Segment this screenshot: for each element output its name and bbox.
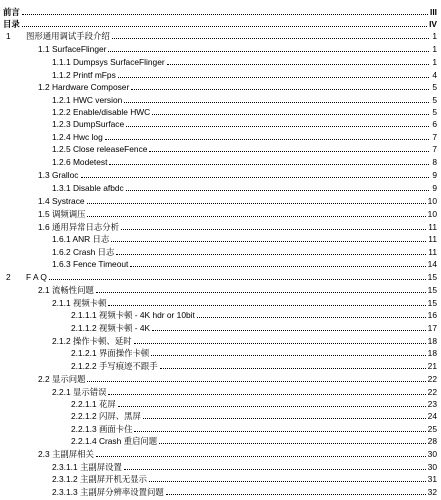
toc-page-number: 6 bbox=[432, 119, 437, 129]
toc-page-number: 7 bbox=[432, 132, 437, 142]
toc-dot-leader bbox=[96, 292, 426, 293]
toc-entry[interactable] bbox=[0, 485, 441, 497]
toc-entry-title: 2.2.1.1 花屏 bbox=[71, 399, 116, 409]
toc-entry[interactable] bbox=[0, 270, 441, 282]
toc-entry-title: 2.2.1.3 画面卡住 bbox=[71, 424, 133, 434]
toc-page-number: 11 bbox=[428, 247, 437, 257]
toc-entry[interactable] bbox=[0, 5, 441, 17]
toc-page-number: 4 bbox=[432, 70, 437, 80]
toc-page-number: 10 bbox=[427, 209, 437, 219]
toc-entry-title: 1.2.3 DumpSurface bbox=[52, 119, 125, 129]
toc-dot-leader bbox=[22, 14, 428, 15]
toc-entry-title: 1.2.4 Hwc log bbox=[52, 132, 103, 142]
toc-entry[interactable] bbox=[0, 359, 441, 371]
toc-entry-title: 2.1.2.1 界面操作卡顿 bbox=[71, 348, 150, 358]
toc-entry[interactable] bbox=[0, 397, 441, 409]
toc-dot-leader bbox=[87, 381, 425, 382]
toc-dot-leader bbox=[143, 418, 426, 419]
toc-dot-leader bbox=[134, 431, 425, 432]
toc-entry[interactable] bbox=[0, 117, 441, 129]
toc-dot-leader bbox=[160, 368, 426, 369]
toc-chapter-number: 1 bbox=[6, 31, 11, 41]
toc-entry[interactable] bbox=[0, 385, 441, 397]
toc-page-number: 14 bbox=[427, 259, 437, 269]
toc-page-number: 21 bbox=[427, 361, 437, 371]
toc-dot-leader bbox=[108, 305, 425, 306]
toc-page-number: IV bbox=[429, 19, 437, 29]
toc-dot-leader bbox=[166, 494, 426, 495]
toc-dot-leader bbox=[124, 469, 426, 470]
toc-dot-leader bbox=[22, 26, 427, 27]
toc-dot-leader bbox=[87, 203, 426, 204]
toc-entry[interactable] bbox=[0, 207, 441, 219]
toc-entry[interactable] bbox=[0, 409, 441, 421]
toc-entry[interactable] bbox=[0, 283, 441, 295]
toc-dot-leader bbox=[124, 102, 429, 103]
toc-entry[interactable] bbox=[0, 105, 441, 117]
toc-entry-title: 图形通用调试手段介绍 bbox=[26, 31, 110, 41]
toc-dot-leader bbox=[81, 177, 430, 178]
toc-dot-leader bbox=[134, 343, 426, 344]
toc-page-number: 31 bbox=[427, 474, 437, 484]
toc-entry[interactable] bbox=[0, 346, 441, 358]
toc-entry-title: 2.3 主副屏相关 bbox=[38, 449, 94, 459]
toc-page-number: 5 bbox=[432, 95, 437, 105]
toc-entry-title: 2.1.1.1 视频卡顿 - 4K hdr or 10bit bbox=[71, 310, 195, 320]
toc-page-number: 30 bbox=[427, 449, 437, 459]
toc-entry-title: 1.2.5 Close releaseFence bbox=[52, 144, 148, 154]
toc-dot-leader bbox=[197, 317, 426, 318]
toc-entry-title: 1.1.1 Dumpsys SurfaceFlinger bbox=[52, 57, 165, 67]
toc-entry-title: 前言 bbox=[3, 7, 20, 17]
toc-entry-title: 2.2.1.4 Crash 重启问题 bbox=[71, 436, 158, 446]
toc-dot-leader bbox=[151, 355, 425, 356]
toc-entry-title: 1.2.1 HWC version bbox=[52, 95, 123, 105]
toc-page-number: 17 bbox=[427, 323, 437, 333]
toc-entry-title: 2.2 显示问题 bbox=[38, 374, 86, 384]
toc-entry[interactable] bbox=[0, 130, 441, 142]
toc-entry[interactable] bbox=[0, 93, 441, 105]
toc-entry-title: 2.1.2 操作卡顿、延时 bbox=[52, 336, 132, 346]
toc-entry-title: 1.6.3 Fence Timeout bbox=[52, 259, 129, 269]
toc-entry[interactable] bbox=[0, 194, 441, 206]
toc-dot-leader bbox=[152, 330, 426, 331]
toc-page-number: 15 bbox=[427, 298, 437, 308]
toc-entry[interactable] bbox=[0, 434, 441, 446]
toc-page-number: 1 bbox=[432, 31, 437, 41]
toc-entry-title: 1.6.1 ANR 日志 bbox=[52, 234, 110, 244]
toc-dot-leader bbox=[111, 241, 426, 242]
toc-entry-title: 1.6 通用异常日志分析 bbox=[38, 222, 119, 232]
toc-page-number: 28 bbox=[427, 436, 437, 446]
toc-entry-title: 2.3.1.2 主副屏开机无显示 bbox=[52, 474, 147, 484]
toc-page-number: 30 bbox=[427, 462, 437, 472]
toc-page-number: 1 bbox=[432, 57, 437, 67]
toc-entry[interactable] bbox=[0, 17, 441, 29]
toc-entry[interactable] bbox=[0, 168, 441, 180]
toc-page-number: 5 bbox=[432, 82, 437, 92]
toc-entry[interactable] bbox=[0, 181, 441, 193]
toc-entry[interactable] bbox=[0, 334, 441, 346]
toc-entry-title: F A Q bbox=[26, 272, 47, 282]
toc-entry-title: 2.1.2.2 手写痕迹不跟手 bbox=[71, 361, 158, 371]
toc-entry-title: 1.3 Gralloc bbox=[38, 170, 79, 180]
toc-dot-leader bbox=[131, 89, 429, 90]
toc-dot-leader bbox=[126, 190, 429, 191]
toc-page-number: 18 bbox=[427, 348, 437, 358]
toc-entry-title: 2.1.1 视频卡顿 bbox=[52, 298, 107, 308]
toc-dot-leader bbox=[118, 406, 426, 407]
toc-page-number: 7 bbox=[432, 144, 437, 154]
toc-dot-leader bbox=[149, 481, 426, 482]
toc-page-number: 15 bbox=[427, 285, 437, 295]
toc-entry-title: 1.6.2 Crash 日志 bbox=[52, 247, 115, 257]
toc-entry[interactable] bbox=[0, 142, 441, 154]
toc-page-number: 18 bbox=[427, 336, 437, 346]
toc-dot-leader bbox=[112, 38, 429, 39]
toc-entry[interactable] bbox=[0, 308, 441, 320]
toc-entry-title: 2.3.1.1 主副屏设置 bbox=[52, 462, 122, 472]
toc-page-number: 22 bbox=[427, 387, 437, 397]
toc-entry[interactable] bbox=[0, 55, 441, 67]
toc-entry[interactable] bbox=[0, 42, 441, 54]
toc-dot-leader bbox=[49, 279, 426, 280]
toc-dot-leader bbox=[108, 394, 425, 395]
toc-dot-leader bbox=[126, 126, 429, 127]
toc-entry[interactable] bbox=[0, 296, 441, 308]
toc-page-number: 22 bbox=[427, 374, 437, 384]
toc-entry[interactable] bbox=[0, 245, 441, 257]
toc-dot-leader bbox=[159, 443, 426, 444]
toc-dot-leader bbox=[108, 51, 429, 52]
toc-page-number: 1 bbox=[432, 44, 437, 54]
toc-entry[interactable] bbox=[0, 80, 441, 92]
toc-entry-title: 1.3.1 Disable afbdc bbox=[52, 183, 124, 193]
toc-dot-leader bbox=[118, 77, 429, 78]
toc-entry[interactable] bbox=[0, 220, 441, 232]
toc-entry-title: 1.5 调频调压 bbox=[38, 209, 86, 219]
toc-page-number: 23 bbox=[427, 399, 437, 409]
toc-entry-title: 2.1.1.2 视频卡顿 - 4K bbox=[71, 323, 151, 333]
toc-entry-title: 1.2 Hardware Composer bbox=[38, 82, 130, 92]
toc-entry[interactable] bbox=[0, 422, 441, 434]
toc-dot-leader bbox=[149, 151, 429, 152]
toc-dot-leader bbox=[109, 164, 429, 165]
toc-entry-title: 1.2.6 Modetest bbox=[52, 157, 108, 167]
toc-page-number: 32 bbox=[427, 487, 437, 497]
toc-page-number: 9 bbox=[432, 170, 437, 180]
toc-page-number: 10 bbox=[427, 196, 437, 206]
toc-entry[interactable] bbox=[0, 372, 441, 384]
toc-entry[interactable] bbox=[0, 321, 441, 333]
toc-dot-leader bbox=[105, 139, 429, 140]
toc-entry-title: 2.2.1 显示错误 bbox=[52, 387, 107, 397]
toc-entry-title: 2.3.1.3 主副屏分辨率设置问题 bbox=[52, 487, 164, 497]
toc-entry[interactable] bbox=[0, 447, 441, 459]
toc-dot-leader bbox=[96, 456, 426, 457]
toc-dot-leader bbox=[87, 216, 425, 217]
toc-entry[interactable] bbox=[0, 472, 441, 484]
toc-entry-title: 1.1 SurfaceFlinger bbox=[38, 44, 107, 54]
toc-dot-leader bbox=[130, 266, 425, 267]
toc-entry[interactable] bbox=[0, 155, 441, 167]
toc-page-number: 5 bbox=[432, 107, 437, 117]
toc-page-number: 9 bbox=[432, 183, 437, 193]
toc-dot-leader bbox=[116, 254, 426, 255]
toc-entry[interactable] bbox=[0, 68, 441, 80]
toc-page-number: 16 bbox=[427, 310, 437, 320]
toc-entry-title: 2.2.1.2 闪屏、黑屏 bbox=[71, 411, 141, 421]
toc-page-number: 8 bbox=[432, 157, 437, 167]
toc-dot-leader bbox=[152, 114, 429, 115]
toc-entry-title: 1.1.2 Printf mFps bbox=[52, 70, 116, 80]
toc-entry-title: 1.2.2 Enable/disable HWC bbox=[52, 107, 151, 117]
toc-page-number: 11 bbox=[428, 222, 437, 232]
toc-page-number: 25 bbox=[427, 424, 437, 434]
toc-entry-title: 1.4 Systrace bbox=[38, 196, 85, 206]
toc-page-number: III bbox=[430, 7, 437, 17]
toc-entry[interactable] bbox=[0, 460, 441, 472]
toc-page-number: 11 bbox=[428, 234, 437, 244]
toc-entry-title: 2.1 流畅性问题 bbox=[38, 285, 94, 295]
toc-entry-title: 目录 bbox=[3, 19, 20, 29]
toc-entry[interactable] bbox=[0, 29, 441, 41]
toc-entry[interactable] bbox=[0, 232, 441, 244]
toc-page-number: 15 bbox=[427, 272, 437, 282]
toc-dot-leader bbox=[121, 229, 426, 230]
toc-chapter-number: 2 bbox=[6, 272, 11, 282]
toc-page-number: 24 bbox=[427, 411, 437, 421]
toc-entry[interactable] bbox=[0, 257, 441, 269]
toc-dot-leader bbox=[167, 64, 429, 65]
